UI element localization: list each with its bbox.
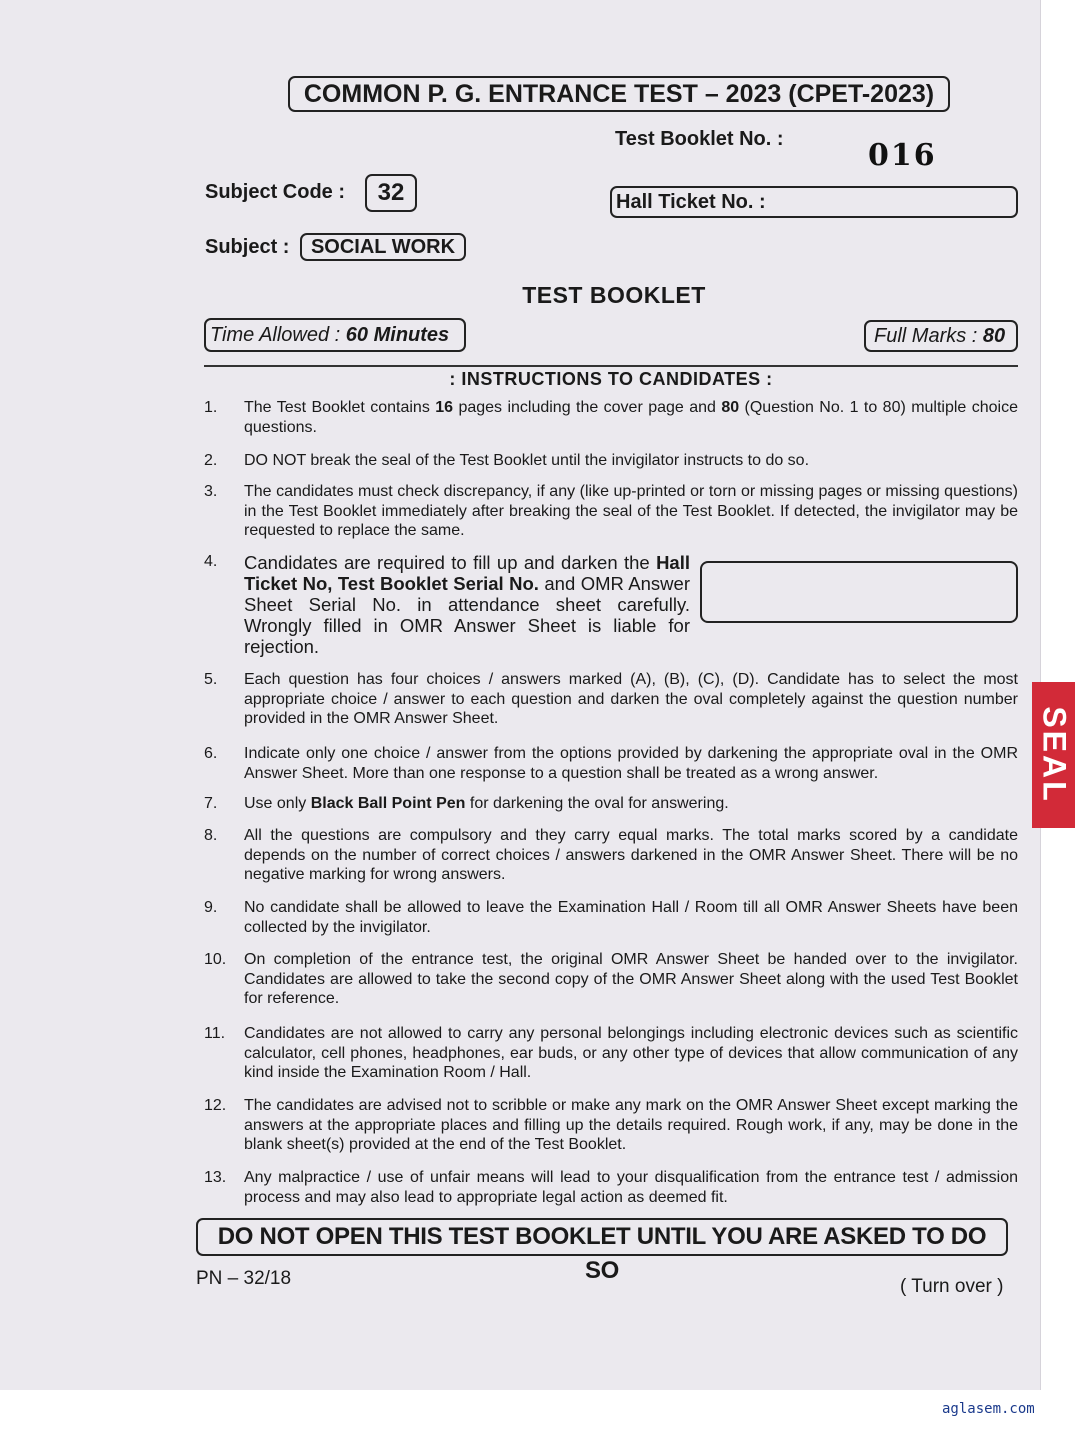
- instructions-heading: : INSTRUCTIONS TO CANDIDATES :: [449, 369, 773, 389]
- seal-sticker[interactable]: [1032, 682, 1075, 828]
- instruction-number: 5.: [204, 671, 218, 688]
- subject-label: Subject :: [205, 236, 290, 258]
- instruction-text: No candidate shall be allowed to leave the Examination Hall / Room till all OMR Answer Sheets have been collected by the invigilator.: [244, 899, 1018, 936]
- instruction-text: The Test Booklet contains 16 pages including the cover page and 80 (Question No. 1 to 80) multiple choice questions.: [244, 399, 1018, 436]
- booklet-heading: TEST BOOKLET: [522, 282, 706, 308]
- instruction-number: 2.: [204, 452, 218, 469]
- instruction-text: Any malpractice / use of unfair means will lead to your disqualification from the entrance test / admission process and may also lead to appropriate legal action as deemed fit.: [244, 1169, 1018, 1206]
- booklet-no-value: 016: [868, 138, 937, 173]
- hall-ticket-label: Hall Ticket No. :: [616, 191, 766, 213]
- marks-label: Full Marks :: [874, 325, 978, 347]
- instruction-text: The candidates are advised not to scribble or make any mark on the OMR Answer Sheet except marking the answers at the appropriate places and filling up the details required. Rough work, if any, may be done in the blank sheet(s) provided at the end of the Test Booklet.: [244, 1097, 1018, 1153]
- exam-title: COMMON P. G. ENTRANCE TEST – 2023 (CPET-2023): [288, 76, 950, 112]
- instruction-text: On completion of the entrance test, the original OMR Answer Sheet be handed over to the invigilator. Candidates are allowed to take the second copy of the OMR Answer Sheet along with the used Test Booklet for reference.: [244, 951, 1018, 1007]
- instruction-number: 12.: [204, 1097, 227, 1114]
- omr-serial-box[interactable]: [700, 561, 1018, 623]
- instruction-number: 11.: [204, 1025, 226, 1042]
- instruction-number: 6.: [204, 745, 218, 762]
- time-allowed-box: [204, 318, 466, 352]
- instruction-number: 7.: [204, 795, 218, 812]
- subject-value: SOCIAL WORK: [300, 233, 466, 261]
- divider-line: [204, 365, 1018, 367]
- time-label: Time Allowed :: [210, 324, 341, 346]
- instruction-text: All the questions are compulsory and they carry equal marks. The total marks scored by a candidate depends on the number of correct choices / answers darkened in the OMR Answer Sheet. There will be no negative marking for wrong answers.: [244, 827, 1018, 883]
- instruction-number: 8.: [204, 827, 218, 844]
- instruction-number: 10.: [204, 951, 227, 968]
- instruction-number: 13.: [204, 1169, 227, 1186]
- instruction-number: 9.: [204, 899, 218, 916]
- time-value: 60 Minutes: [345, 324, 450, 346]
- paper-code: PN – 32/18: [196, 1268, 292, 1289]
- instruction-text: The candidates must check discrepancy, if any (like up-printed or torn or missing pages or missing questions) in the Test Booklet immediately after breaking the seal of the Test Booklet. If detected, the invigilator may be requested to replace the same.: [244, 483, 1018, 539]
- booklet-no-label: Test Booklet No. :: [615, 128, 784, 150]
- subject-code-label: Subject Code :: [205, 181, 346, 203]
- full-marks-box: [864, 320, 1018, 352]
- turn-over-note: ( Turn over ): [900, 1276, 1004, 1297]
- instruction-text: Each question has four choices / answers marked (A), (B), (C), (D). Candidate has to select the most appropriate choice / answer to each question and darken the oval completely against the question number provided in the OMR Answer Sheet.: [244, 671, 1018, 727]
- instruction-number: 3.: [204, 483, 218, 500]
- marks-value: 80: [982, 325, 1006, 347]
- subject-code-value: 32: [365, 174, 417, 212]
- seal-label: SEAL: [1036, 706, 1072, 804]
- instruction-number: 1.: [204, 399, 218, 416]
- watermark-text: aglasem.com: [942, 1401, 1035, 1417]
- instruction-text: Candidates are not allowed to carry any personal belongings including electronic devices such as scientific calculator, cell phones, headphones, ear buds, or any other type of devices that allow communication of any kind inside the Examination Room / Hall.: [244, 1025, 1018, 1081]
- do-not-open-warning: DO NOT OPEN THIS TEST BOOKLET UNTIL YOU ARE ASKED TO DO SO: [196, 1218, 1008, 1256]
- instruction-number: 4.: [204, 553, 218, 570]
- instruction-text: DO NOT break the seal of the Test Booklet until the invigilator instructs to do so.: [244, 452, 810, 469]
- instruction-text: Use only Black Ball Point Pen for darkening the oval for answering.: [244, 795, 729, 812]
- instruction-text: Candidates are required to fill up and darken the Hall Ticket No, Test Booklet Serial No. and OMR Answer Sheet Serial No. in attendance sheet carefully. Wrongly filled in OMR Answer Sheet is liable for rejection.: [244, 552, 690, 657]
- hall-ticket-field[interactable]: [610, 186, 1018, 218]
- instruction-text: Indicate only one choice / answer from the options provided by darkening the appropriate oval in the OMR Answer Sheet. More than one response to a question shall be treated as a wrong answer.: [244, 745, 1018, 782]
